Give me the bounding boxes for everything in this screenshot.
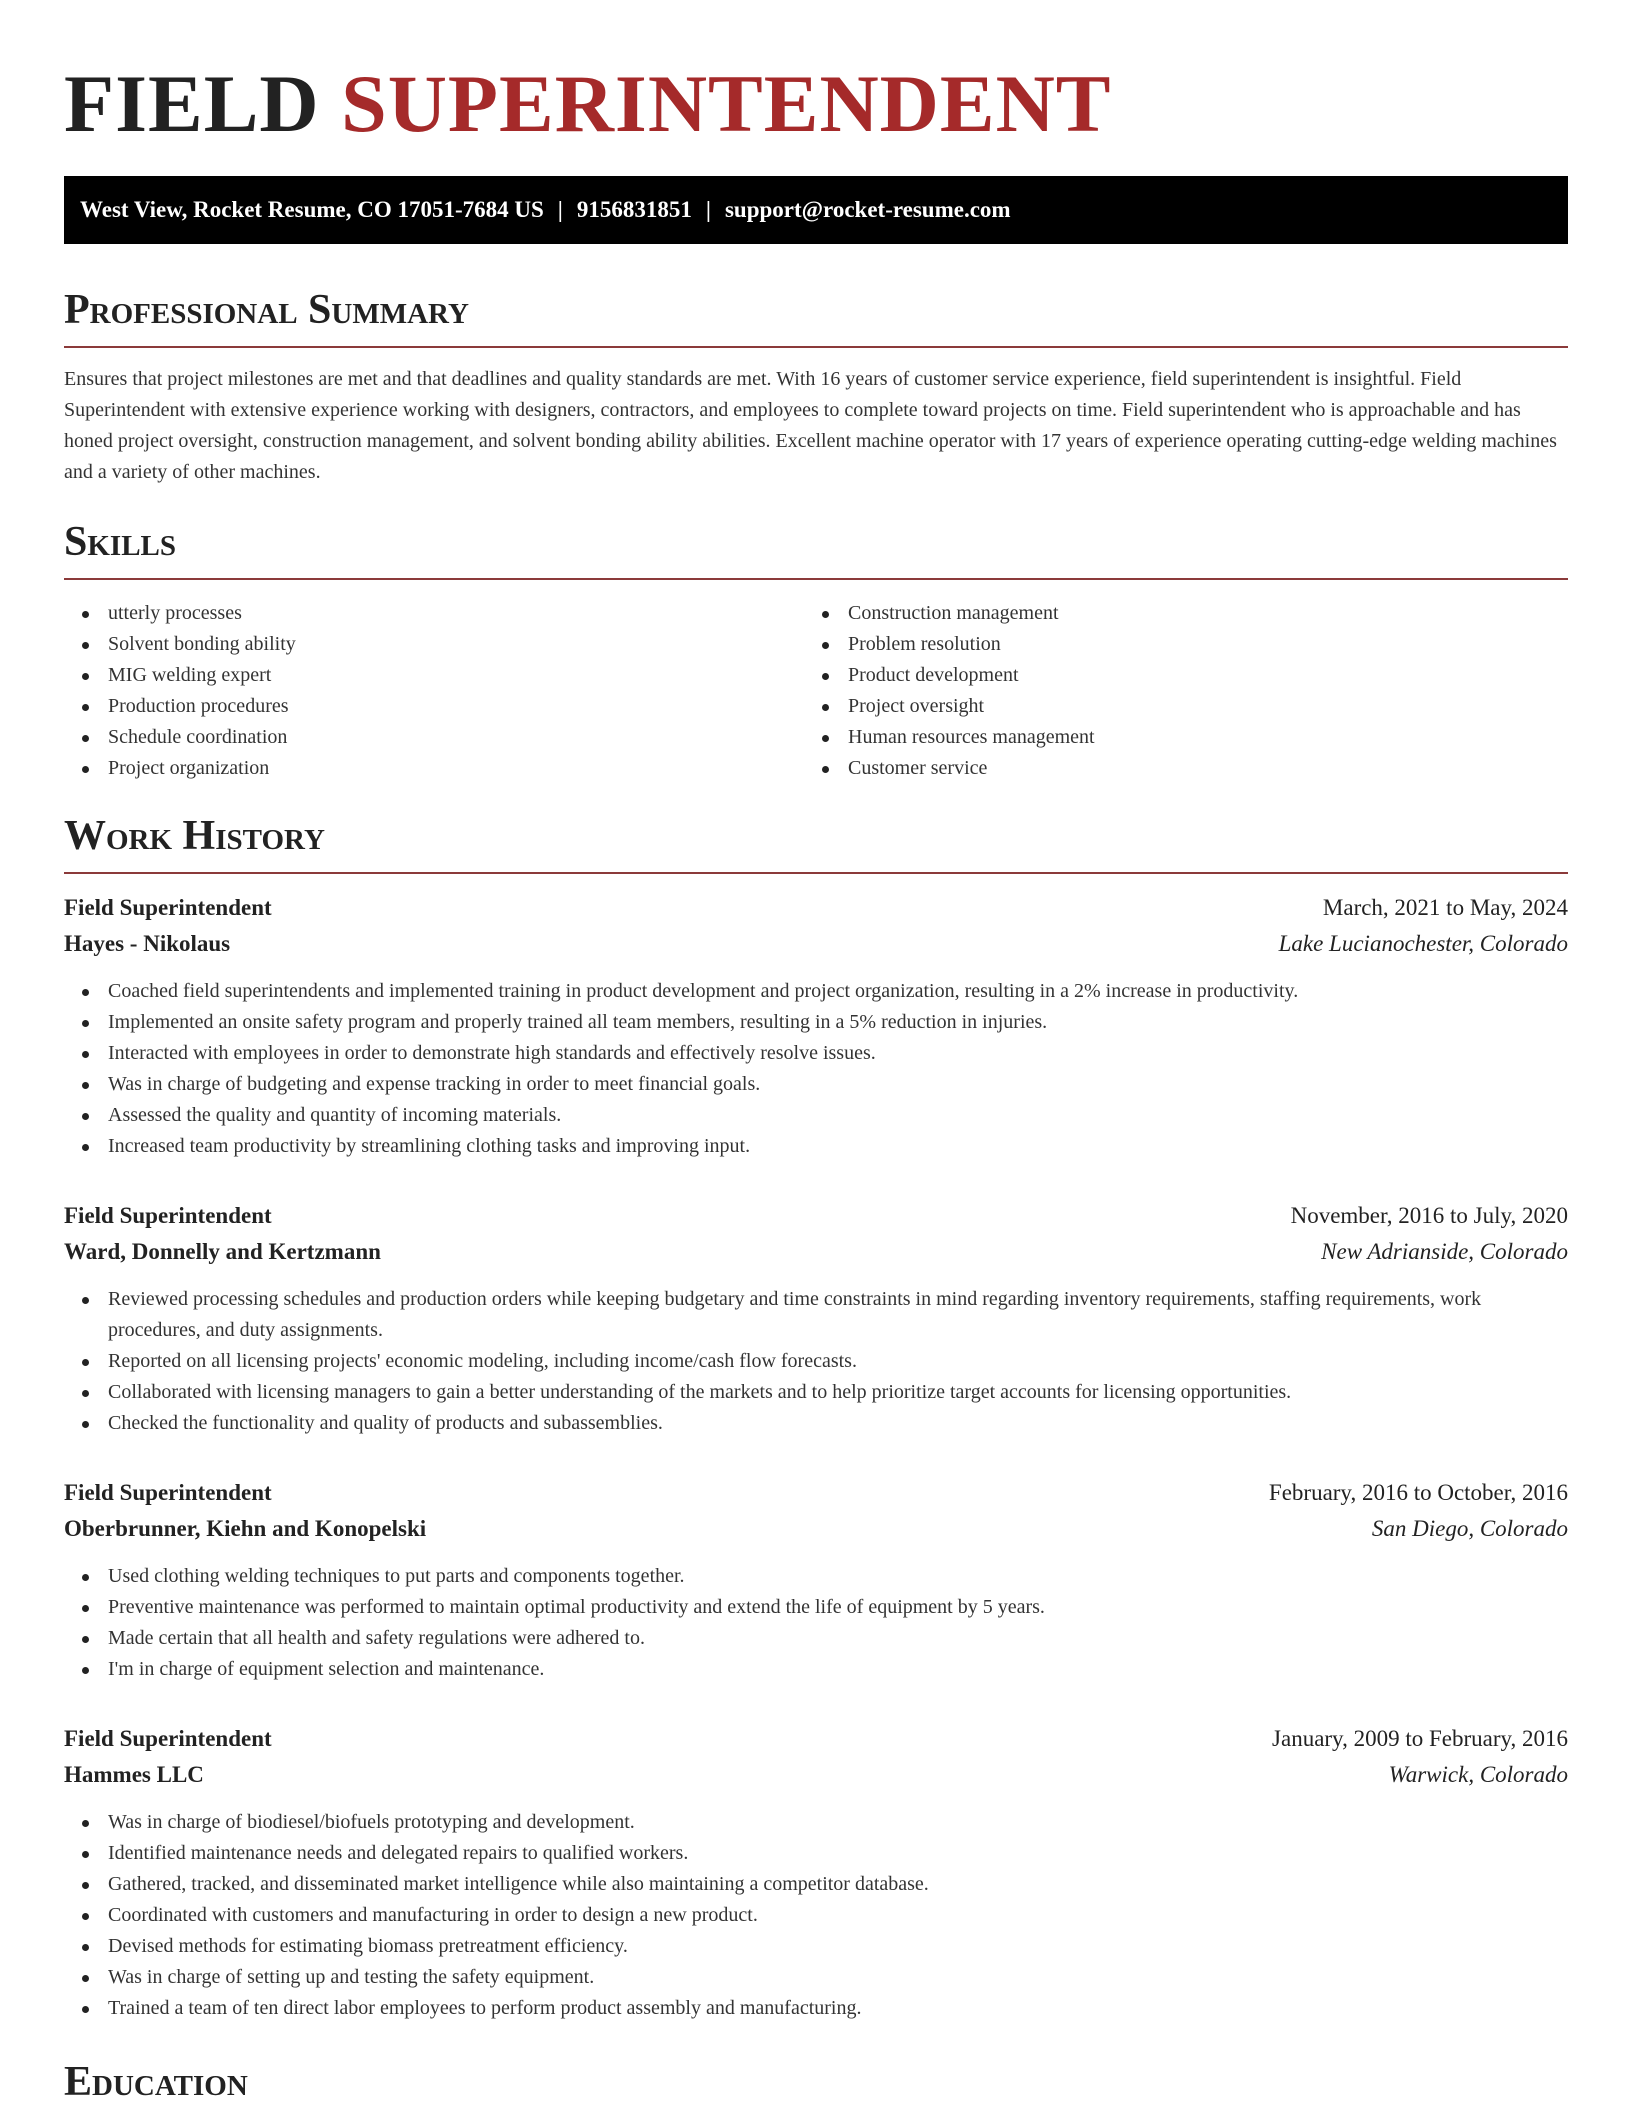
skills-column-right <box>804 598 1544 784</box>
contact-email: support@rocket-resume.com <box>724 197 1011 222</box>
job-location: New Adrianside, Colorado <box>1321 1239 1568 1264</box>
job-dates: February, 2016 to October, 2016 <box>1268 1480 1568 1505</box>
job-bullet: Trained a team of ten direct labor employees to perform product assembly and manufacturing. <box>64 1993 1568 2024</box>
work-history-heading: Work History <box>64 812 1568 874</box>
skill-item: Solvent bonding ability <box>64 629 804 660</box>
job-bullet: Was in charge of setting up and testing the safety equipment. <box>64 1962 1568 1993</box>
job-company: Ward, Donnelly and Kertzmann <box>64 1239 381 1264</box>
skill-item: MIG welding expert <box>64 660 804 691</box>
job-bullet: Was in charge of biodiesel/biofuels prototyping and development. <box>64 1807 1568 1838</box>
job-location: Lake Lucianochester, Colorado <box>1278 931 1568 956</box>
job-bullet: Used clothing welding techniques to put parts and components together. <box>64 1561 1568 1592</box>
job-bullet: Devised methods for estimating biomass pretreatment efficiency. <box>64 1931 1568 1962</box>
job-title: Field Superintendent <box>64 1480 272 1505</box>
contact-address: West View, Rocket Resume, CO 17051-7684 US <box>80 197 544 222</box>
job-bullet: Coached field superintendents and implemented training in product development and project organization, resulting in a 2% increase in productivity. <box>64 976 1568 1007</box>
job-location: Warwick, Colorado <box>1388 1762 1568 1787</box>
job-bullet: Assessed the quality and quantity of incoming materials. <box>64 1100 1568 1131</box>
job-bullet: Made certain that all health and safety regulations were adhered to. <box>64 1623 1568 1654</box>
job-location: San Diego, Colorado <box>1371 1516 1568 1541</box>
skills-list <box>64 598 1568 784</box>
job-bullet: Gathered, tracked, and disseminated market intelligence while also maintaining a competitor database. <box>64 1869 1568 1900</box>
job-title: Field Superintendent <box>64 895 272 920</box>
skills-column-left <box>64 598 804 784</box>
summary-text: Ensures that project milestones are met and that deadlines and quality standards are met. With 16 years of customer service experience, field superintendent is insightful. Field Superintendent with extensive experience working with designers, contractors, and employees to complete toward projects on time. Field superintendent who is approachable and has honed project oversight, construction management, and solvent bonding ability abilities. Excellent machine operator with 17 years of experience operating cutting-edge welding machines and a variety of other machines. <box>64 368 1557 483</box>
skill-item: Construction management <box>804 598 1544 629</box>
job-bullet: Reviewed processing schedules and production orders while keeping budgetary and time constraints in mind regarding inventory requirements, staffing requirements, work procedures, and duty assignments. <box>64 1284 1568 1346</box>
contact-bar <box>64 176 1568 244</box>
job-bullet: Reported on all licensing projects' economic modeling, including income/cash flow forecasts. <box>64 1346 1568 1377</box>
job-company: Hayes - Nikolaus <box>64 931 231 956</box>
skill-item: Customer service <box>804 753 1544 784</box>
skill-item: Project organization <box>64 753 804 784</box>
job-bullet: Preventive maintenance was performed to maintain optimal productivity and extend the life of equipment by 5 years. <box>64 1592 1568 1623</box>
job-bullet: Checked the functionality and quality of products and subassemblies. <box>64 1408 1568 1439</box>
skill-item: Problem resolution <box>804 629 1544 660</box>
job-entry <box>64 1721 1568 2024</box>
job-bullet: Coordinated with customers and manufacturing in order to design a new product. <box>64 1900 1568 1931</box>
resume-title <box>64 58 1568 150</box>
job-title: Field Superintendent <box>64 1203 272 1228</box>
job-bullet: Identified maintenance needs and delegated repairs to qualified workers. <box>64 1838 1568 1869</box>
skills-heading: Skills <box>64 518 1568 580</box>
summary-heading: Professional Summary <box>64 286 1568 348</box>
skill-item: utterly processes <box>64 598 804 629</box>
job-bullet: Interacted with employees in order to demonstrate high standards and effectively resolve issues. <box>64 1038 1568 1069</box>
skill-item: Production procedures <box>64 691 804 722</box>
skill-item: Human resources management <box>804 722 1544 753</box>
job-bullets <box>64 1807 1568 2024</box>
skill-item: Project oversight <box>804 691 1544 722</box>
job-bullet: Increased team productivity by streamlining clothing tasks and improving input. <box>64 1131 1568 1162</box>
job-bullets <box>64 1284 1568 1439</box>
contact-separator: | <box>705 197 711 222</box>
job-entry <box>64 1198 1568 1439</box>
job-company: Oberbrunner, Kiehn and Konopelski <box>64 1516 427 1541</box>
job-dates: January, 2009 to February, 2016 <box>1272 1726 1568 1751</box>
title-first-word: FIELD <box>64 58 320 149</box>
job-bullets <box>64 976 1568 1162</box>
job-title: Field Superintendent <box>64 1726 272 1751</box>
skill-item: Product development <box>804 660 1544 691</box>
job-dates: November, 2016 to July, 2020 <box>1290 1203 1568 1228</box>
job-company: Hammes LLC <box>64 1762 204 1787</box>
job-bullets <box>64 1561 1568 1685</box>
job-bullet: Implemented an onsite safety program and properly trained all team members, resulting in a 5% reduction in injuries. <box>64 1007 1568 1038</box>
job-entry <box>64 1475 1568 1685</box>
job-bullet: I'm in charge of equipment selection and maintenance. <box>64 1654 1568 1685</box>
job-bullet: Was in charge of budgeting and expense tracking in order to meet financial goals. <box>64 1069 1568 1100</box>
resume-page <box>64 0 1568 2112</box>
title-second-word: SUPERINTENDENT <box>341 58 1112 149</box>
contact-separator: | <box>557 197 563 222</box>
job-entry <box>64 890 1568 1162</box>
job-bullet: Collaborated with licensing managers to gain a better understanding of the markets and to help prioritize target accounts for licensing opportunities. <box>64 1377 1568 1408</box>
contact-phone: 9156831851 <box>576 197 692 222</box>
education-heading: Education <box>64 2058 1568 2112</box>
job-dates: March, 2021 to May, 2024 <box>1322 895 1568 920</box>
skill-item: Schedule coordination <box>64 722 804 753</box>
